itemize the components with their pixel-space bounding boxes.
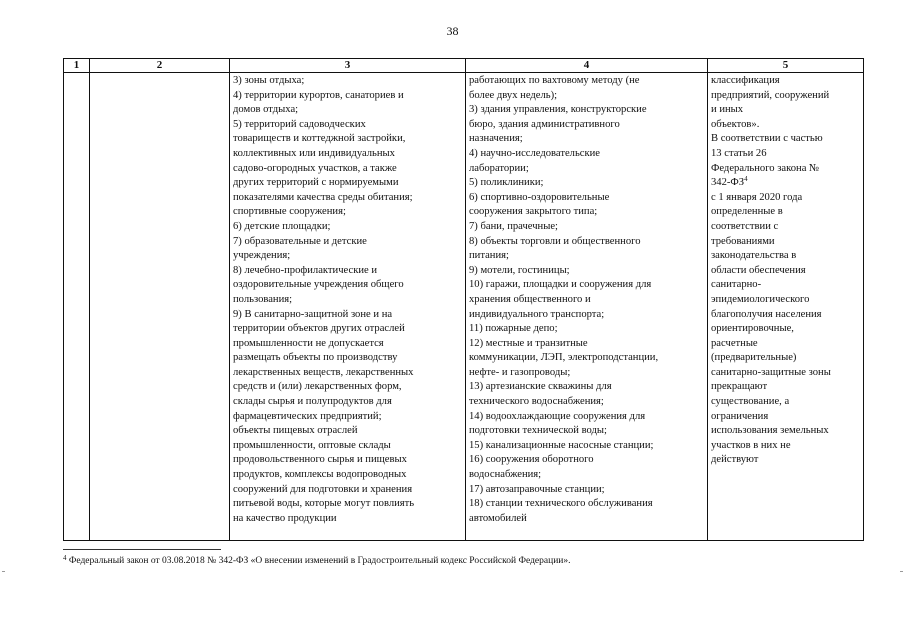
- text-line: на качество продукции: [233, 512, 337, 524]
- text-line: домов отдыха;: [233, 104, 299, 116]
- text-line: 4) территории курортов, санаториев и: [233, 89, 404, 101]
- text-line: назначения;: [469, 133, 523, 145]
- text-line: классификация: [711, 75, 780, 86]
- table-row: [64, 73, 864, 541]
- text-line: 3) здания управления, конструкторские: [469, 104, 647, 116]
- column-header-2: 2: [90, 59, 230, 73]
- text-line: продуктов, комплексы водопроводных: [233, 469, 407, 481]
- text-line: 5) поликлиники;: [469, 177, 544, 189]
- text-line: склады сырья и полупродуктов для: [233, 396, 392, 408]
- cell-col2: [90, 73, 230, 541]
- text-line: 10) гаражи, площадки и сооружения для: [469, 279, 652, 291]
- text-line: автомобилей: [469, 512, 527, 524]
- col5-law-number: 342-ФЗ: [711, 177, 745, 189]
- text-line: использования земельных: [711, 425, 829, 437]
- text-line: 9) мотели, гостиницы;: [469, 264, 570, 276]
- text-line: 15) канализационные насосные станции;: [469, 439, 654, 451]
- text-line: санитарно-защитные зоны: [711, 366, 831, 378]
- text-line: средств и (или) лекарственных форм,: [233, 381, 402, 393]
- text-line: эпидемиологического: [711, 293, 810, 305]
- table-header-row: [64, 59, 864, 73]
- text-line: подготовки технической воды;: [469, 425, 607, 437]
- text-line: сооружения закрытого типа;: [469, 206, 598, 218]
- column-header-4: 4: [466, 59, 708, 73]
- text-line: 8) лечебно-профилактические и: [233, 264, 378, 276]
- text-line: водоснабжения;: [469, 469, 542, 481]
- text-line: с 1 января 2020 года: [711, 191, 803, 203]
- text-line: нефте- и газопроводы;: [469, 366, 571, 378]
- text-line: 6) спортивно-оздоровительные: [469, 191, 610, 203]
- text-line: садово-огородных участков, а также: [233, 162, 397, 174]
- text-line: питьевой воды, которые могут повлиять: [233, 498, 415, 510]
- text-line: 7) бани, прачечные;: [469, 220, 558, 232]
- text-line: лаборатории;: [469, 162, 529, 174]
- footnote-mark: 4: [63, 554, 67, 562]
- text-line: объекты пищевых отраслей: [233, 425, 358, 437]
- document-table: [63, 58, 864, 541]
- column-header-5: 5: [708, 59, 864, 73]
- text-line: бюро, здания административного: [469, 118, 620, 130]
- text-line: и иных: [711, 104, 744, 116]
- cell-col3: [230, 73, 466, 541]
- text-line: индивидуального транспорта;: [469, 308, 605, 320]
- text-line: пользования;: [233, 293, 293, 305]
- text-line: 7) образовательные и детские: [233, 235, 367, 247]
- text-line: требованиями: [711, 235, 775, 247]
- text-line: показателями качества среды обитания;: [233, 191, 413, 203]
- text-line: объектов».: [711, 118, 760, 130]
- text-line: 8) объекты торговли и общественного: [469, 235, 641, 247]
- text-line: продовольственного сырья и пищевых: [233, 454, 407, 466]
- col5-after: [711, 191, 860, 468]
- text-line: 14) водоохлаждающие сооружения для: [469, 410, 646, 422]
- scan-edge-mark: [2, 571, 5, 572]
- text-line: В соответствии с частью: [711, 133, 823, 145]
- footnote-reference[interactable]: 4: [744, 175, 748, 184]
- column-header-1: 1: [64, 59, 90, 73]
- text-line: товариществ и коттеджной застройки,: [233, 133, 406, 145]
- page-number: 38: [446, 24, 459, 38]
- text-line: предприятий, сооружений: [711, 89, 830, 101]
- text-line: хранения общественного и: [469, 293, 591, 305]
- col5-law-line: [711, 176, 860, 191]
- text-line: прекращают: [711, 381, 768, 393]
- text-line: действуют: [711, 454, 759, 466]
- cell-col5: [708, 73, 864, 541]
- text-line: определенные в: [711, 206, 783, 218]
- text-line: 13) артезианские скважины для: [469, 381, 612, 393]
- text-line: 6) детские площадки;: [233, 220, 331, 232]
- text-line: промышленности не допускается: [233, 337, 384, 349]
- footnote-text: Федеральный закон от 03.08.2018 № 342-ФЗ «О внесении изменений в Градостроительный кодекс Российской Федерации».: [66, 556, 571, 566]
- text-line: 12) местные и транзитные: [469, 337, 588, 349]
- text-line: учреждения;: [233, 250, 291, 262]
- text-line: размещать объекты по производству: [233, 352, 398, 364]
- text-line: более двух недель);: [469, 89, 558, 101]
- text-line: спортивные сооружения;: [233, 206, 346, 218]
- text-line: работающих по вахтовому методу (не: [469, 75, 640, 86]
- text-line: ограничения: [711, 410, 769, 422]
- scan-edge-mark: [900, 571, 903, 572]
- text-line: питания;: [469, 250, 509, 262]
- text-line: санитарно-: [711, 279, 762, 291]
- text-line: ориентировочные,: [711, 323, 794, 335]
- text-line: лекарственных веществ, лекарственных: [233, 366, 414, 378]
- text-line: 17) автозаправочные станции;: [469, 483, 605, 495]
- text-line: Федерального закона №: [711, 162, 820, 174]
- col5-before: [711, 74, 860, 176]
- text-line: 9) В санитарно-защитной зоне и на: [233, 308, 393, 320]
- cell-col4: [466, 73, 708, 541]
- text-line: 13 статьи 26: [711, 147, 767, 159]
- text-line: области обеспечения: [711, 264, 806, 276]
- text-line: 16) сооружения оборотного: [469, 454, 594, 466]
- text-line: других территорий с нормируемыми: [233, 177, 399, 189]
- text-line: 4) научно-исследовательские: [469, 147, 600, 159]
- text-line: территории объектов других отраслей: [233, 323, 405, 335]
- text-line: расчетные: [711, 337, 758, 349]
- footnote: [63, 556, 570, 566]
- text-line: участков в них не: [711, 439, 791, 451]
- text-line: 18) станции технического обслуживания: [469, 498, 653, 510]
- footnote-separator: [63, 549, 221, 550]
- column-header-3: 3: [230, 59, 466, 73]
- text-line: оздоровительные учреждения общего: [233, 279, 404, 291]
- text-line: 3) зоны отдыха;: [233, 75, 305, 86]
- text-line: благополучия населения: [711, 308, 822, 320]
- text-line: соответствии с: [711, 220, 779, 232]
- text-line: существование, а: [711, 396, 790, 408]
- text-line: технического водоснабжения;: [469, 396, 604, 408]
- text-line: коммуникации, ЛЭП, электроподстанции,: [469, 352, 659, 364]
- text-line: 11) пожарные депо;: [469, 323, 558, 335]
- text-line: коллективных или индивидуальных: [233, 147, 395, 159]
- text-line: промышленности, оптовые склады: [233, 439, 391, 451]
- text-line: законодательства в: [711, 250, 797, 262]
- cell-col1: [64, 73, 90, 541]
- text-line: фармацевтических предприятий;: [233, 410, 382, 422]
- text-line: (предварительные): [711, 352, 797, 364]
- text-line: сооружений для подготовки и хранения: [233, 483, 413, 495]
- text-line: 5) территорий садоводческих: [233, 118, 366, 130]
